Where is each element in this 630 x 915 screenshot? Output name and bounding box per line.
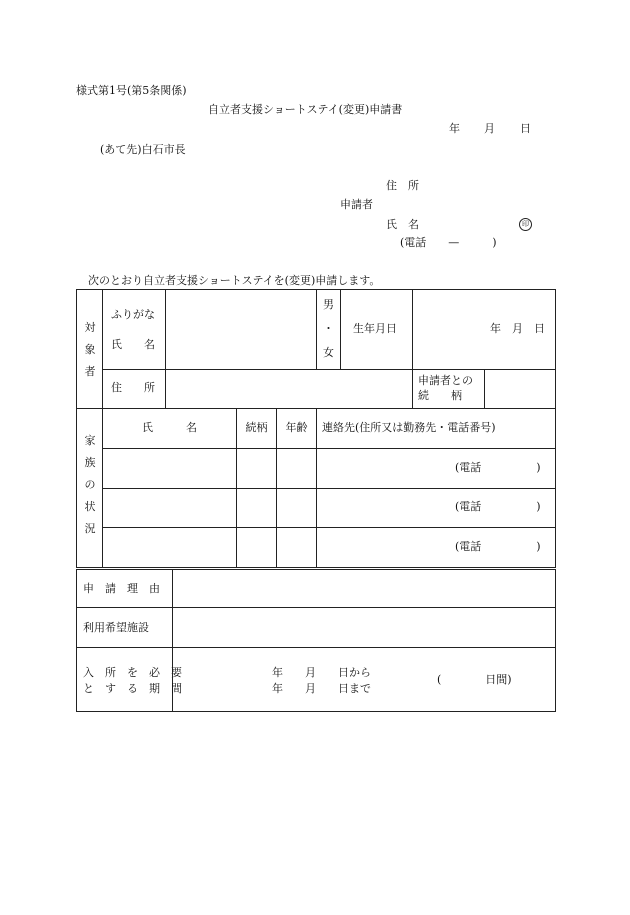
applicant-label: 申請者 [340, 198, 373, 211]
applicant-phone[interactable]: (電話 — ) [400, 236, 497, 249]
date-year[interactable]: 年 [449, 122, 460, 135]
family-header-name: 氏 名 [142, 421, 197, 434]
form-number: 様式第1号(第5条関係) [76, 84, 187, 97]
applicant-name-label: 氏 名 [386, 218, 419, 231]
date-month[interactable]: 月 [484, 122, 495, 135]
reason-field[interactable] [173, 570, 555, 606]
facility-label: 利用希望施設 [83, 621, 149, 634]
relation-label-2: 続 柄 [418, 389, 462, 402]
subject-section-label: 対象者 [84, 321, 96, 378]
sex-male[interactable]: 男 [323, 298, 334, 311]
reason-label: 申 請 理 由 [83, 582, 160, 595]
family-row-phone[interactable]: (電話 ) [455, 500, 541, 513]
birthdate-label: 生年月日 [353, 322, 397, 335]
subject-name-label: 氏 名 [111, 338, 155, 351]
date-day[interactable]: 日 [520, 122, 531, 135]
period-to[interactable]: 年 月 日まで [272, 682, 371, 695]
relation-label-1: 申請者との [418, 374, 473, 387]
family-header-relation: 続柄 [245, 421, 268, 434]
sex-dot: ・ [323, 322, 334, 335]
facility-field[interactable] [173, 608, 555, 646]
relation-field[interactable] [485, 370, 555, 407]
period-label-1: 入 所 を 必 要 [83, 666, 182, 679]
period-from[interactable]: 年 月 日から [272, 666, 371, 679]
family-section-label: 家族の状況 [84, 434, 96, 535]
seal-mark-icon: 印 [519, 218, 532, 231]
addressee: (あて先)白石市長 [100, 143, 186, 156]
furigana-label: ふりがな [111, 308, 155, 321]
family-row-phone[interactable]: (電話 ) [455, 540, 541, 553]
family-header-contact: 連絡先(住所又は勤務先・電話番号) [322, 421, 496, 434]
family-header-age: 年齢 [285, 421, 308, 434]
applicant-address-label: 住 所 [386, 179, 419, 192]
page-title: 自立者支援ショートステイ(変更)申請書 [208, 103, 403, 116]
sex-female[interactable]: 女 [323, 346, 334, 359]
period-label-2: と す る 期 間 [83, 682, 182, 695]
family-row-phone[interactable]: (電話 ) [455, 461, 541, 474]
subject-address-field[interactable] [166, 370, 411, 407]
subject-address-label: 住 所 [111, 381, 155, 394]
intro-text: 次のとおり自立者支援ショートステイを(変更)申請します。 [88, 274, 381, 287]
period-days[interactable]: ( 日間) [437, 673, 512, 686]
birthdate-field[interactable]: 年 月 日 [490, 322, 545, 335]
subject-name-field[interactable] [166, 290, 315, 368]
